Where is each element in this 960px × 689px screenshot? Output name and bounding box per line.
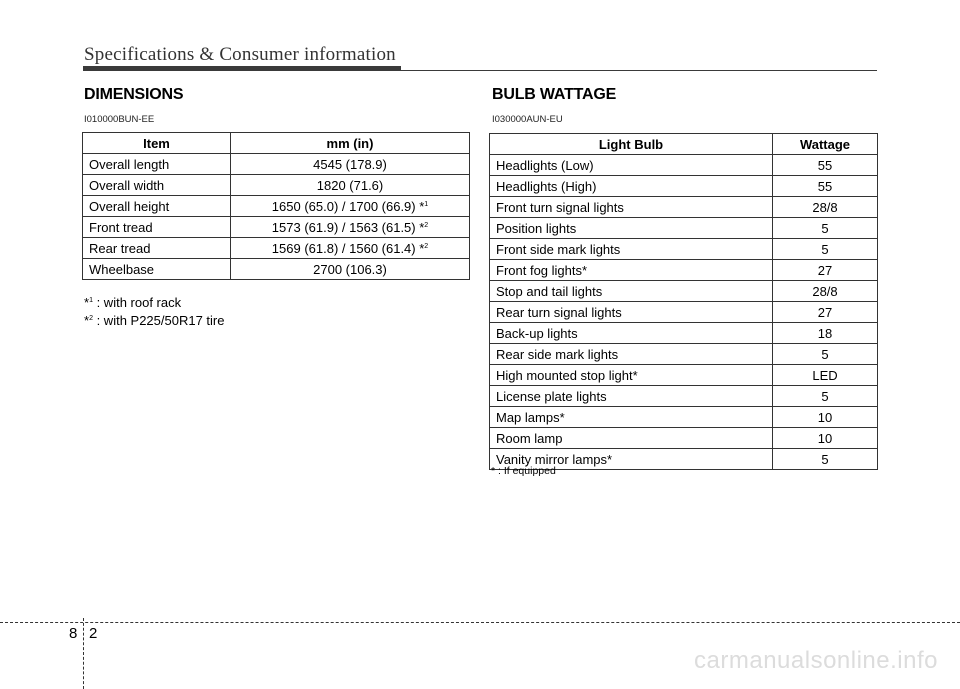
column-header-mm: mm (in) (231, 133, 470, 154)
bulb-name: Rear side mark lights (490, 344, 773, 365)
dimension-value (231, 196, 470, 217)
dimension-value-text: 1569 (61.8) / 1560 (61.4) * (271, 240, 425, 256)
footnote-mark: 2 (424, 242, 429, 250)
dimension-value-text: 1650 (65.0) / 1700 (66.9) * (271, 198, 425, 214)
bulb-wattage: 5 (773, 386, 878, 407)
bulb-name: Headlights (High) (490, 176, 773, 197)
dimension-item: Rear tread (83, 238, 231, 259)
bulb-name: License plate lights (490, 386, 773, 407)
bulb-wattage: 10 (773, 407, 878, 428)
table-row (490, 176, 878, 197)
bulb-name: Room lamp (490, 428, 773, 449)
bulb-wattage: 55 (773, 155, 878, 176)
footer-divider (83, 618, 84, 689)
watermark: carmanualsonline.info (694, 647, 938, 674)
bulb-wattage: LED (773, 365, 878, 386)
table-row (490, 239, 878, 260)
bulb-wattage: 27 (773, 302, 878, 323)
bulb-name: Front fog lights* (490, 260, 773, 281)
bulb-wattage: 28/8 (773, 281, 878, 302)
bulb-wattage: 28/8 (773, 197, 878, 218)
table-row (490, 407, 878, 428)
table-row (490, 365, 878, 386)
bulb-name: Stop and tail lights (490, 281, 773, 302)
column-header-wattage: Wattage (773, 134, 878, 155)
table-row (490, 260, 878, 281)
footnote-mark: 1 (89, 297, 93, 304)
footnote-text: : with P225/50R17 tire (92, 313, 225, 328)
bulb-name: Back-up lights (490, 323, 773, 344)
footnote-mark: 1 (424, 200, 429, 208)
bulb-wattage-code: I030000AUN-EU (492, 114, 563, 125)
footer-rule (0, 622, 960, 623)
dimension-value (231, 238, 470, 259)
table-row (490, 323, 878, 344)
bulb-name: Rear turn signal lights (490, 302, 773, 323)
bulb-wattage: 18 (773, 323, 878, 344)
table-row (490, 302, 878, 323)
table-row (490, 386, 878, 407)
header-rule (401, 70, 877, 71)
footnote-text: : with roof rack (92, 295, 182, 310)
dimensions-code: I010000BUN-EE (84, 114, 155, 125)
footnote-mark: 2 (424, 221, 429, 229)
dimension-value (231, 175, 470, 196)
bulb-wattage: 5 (773, 449, 878, 470)
bulb-wattage: 5 (773, 239, 878, 260)
dimensions-heading: DIMENSIONS (84, 86, 184, 103)
bulb-wattage: 10 (773, 428, 878, 449)
table-row (83, 259, 470, 280)
dimension-value (231, 154, 470, 175)
bulb-wattage: 5 (773, 344, 878, 365)
dimensions-footnote (84, 313, 225, 328)
page-number: 2 (89, 625, 98, 642)
dimension-value (231, 217, 470, 238)
table-row (490, 218, 878, 239)
dimension-item: Front tread (83, 217, 231, 238)
page-header-title: Specifications & Consumer information (84, 44, 396, 65)
dimensions-footnote (84, 295, 181, 310)
dimension-item: Wheelbase (83, 259, 231, 280)
bulb-wattage: 5 (773, 218, 878, 239)
chapter-number: 8 (69, 625, 78, 642)
table-row (490, 281, 878, 302)
dimension-value-text: 1820 (71.6) (316, 177, 384, 193)
dimension-value (231, 259, 470, 280)
footnote-mark: 2 (89, 315, 93, 322)
table-header-row (490, 134, 878, 155)
dimension-value-text: 1573 (61.9) / 1563 (61.5) * (271, 219, 425, 235)
bulb-name: Position lights (490, 218, 773, 239)
table-row (83, 217, 470, 238)
table-header-row (83, 133, 470, 154)
bulb-wattage: 55 (773, 176, 878, 197)
bulb-name: Headlights (Low) (490, 155, 773, 176)
dimension-item: Overall height (83, 196, 231, 217)
bulb-wattage-table (489, 133, 878, 470)
bulb-wattage-heading: BULB WATTAGE (492, 86, 617, 103)
table-row (83, 175, 470, 196)
footnote-star: * (84, 313, 90, 328)
table-row (490, 344, 878, 365)
bulb-name: Map lamps* (490, 407, 773, 428)
bulb-name: Front side mark lights (490, 239, 773, 260)
table-row (83, 154, 470, 175)
bulb-name: High mounted stop light* (490, 365, 773, 386)
table-row (83, 196, 470, 217)
table-row (490, 197, 878, 218)
bulb-name: Vanity mirror lamps* (490, 449, 773, 470)
bulb-name: Front turn signal lights (490, 197, 773, 218)
bulb-wattage: 27 (773, 260, 878, 281)
column-header-item: Item (83, 133, 231, 154)
if-equipped-footnote: * : If equipped (491, 465, 556, 477)
dimension-item: Overall length (83, 154, 231, 175)
footnote-star: * (84, 295, 90, 310)
table-row (490, 428, 878, 449)
column-header-light-bulb: Light Bulb (490, 134, 773, 155)
dimension-value-text: 4545 (178.9) (313, 156, 387, 172)
table-row (83, 238, 470, 259)
table-row (490, 155, 878, 176)
header-bar (83, 66, 401, 71)
dimension-item: Overall width (83, 175, 231, 196)
dimension-value-text: 2700 (106.3) (313, 261, 387, 277)
dimensions-table (82, 132, 470, 280)
